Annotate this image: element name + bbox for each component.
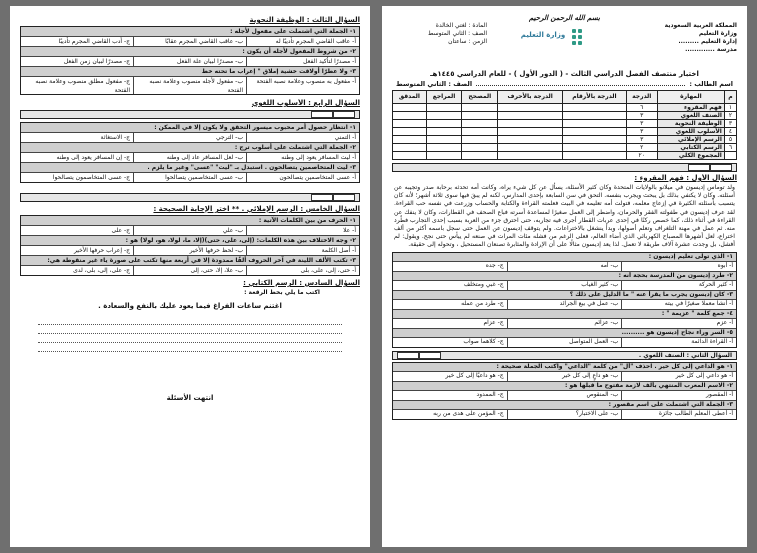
skill-name: الأسلوب اللغوي [657,128,724,136]
score-digits[interactable] [563,120,627,128]
score-words[interactable] [498,144,563,152]
option-b: ب- كثير الغياب [507,281,622,290]
third-question-box [20,26,360,95]
student-name-row [392,80,737,88]
score-words[interactable] [498,112,563,120]
score-strip [20,110,360,119]
grader[interactable] [462,136,498,144]
option-b: ب- المنقوص [507,391,622,400]
grade-row [393,144,737,152]
col-header: الدرجة بالأرقام [563,91,627,104]
option-a: أ- أنشأ معملًا صغيرًا في بيته [621,300,736,309]
question-stem: ١- هو الداعي إلى كل خير . احذف "أل" من كلمة "الداعي" واكتب الجملة صحيحة : [393,363,736,372]
option-c: ج- عسى المتخاصمون يتصالحوا [52,174,130,181]
option-b: ب- عاقب القاضي المجرم عقابًا [133,37,246,46]
options-row [393,409,736,419]
reviewer[interactable] [426,104,462,112]
option-c: ج- مفعول مطلق منصوب وعلامة نصبه الفتحة [35,78,130,94]
option-b: ب- لعل المسافر عاد إلى وطنه [133,153,246,162]
skill-score: ٣ [626,120,657,128]
score-digits[interactable] [563,128,627,136]
question-stem: ١- الذي تولى تعليم إديسون : [393,253,736,262]
option-a: أ- ليت المسافر يعود إلى وطنه [246,153,359,162]
reviewer[interactable] [426,120,462,128]
option-a: أ- أصل الكلمة [246,246,359,255]
option-a: أ- أعطى المعلم الطالب جائزة [621,410,736,419]
skill-name: الصنف اللغوي [657,112,724,120]
option-c: ج- كلاهما صواب [463,338,504,346]
option-a: أ- القراءة الدائمة [621,338,736,347]
country-label: المملكة العربية السعودية [664,22,737,29]
question-stem: ٣- ولا عطرًا أولاقت خشية إملاق " إعراب ما تحته خط [21,66,359,76]
basmala: بسم الله الرحمن الرحيم [529,14,600,22]
skill-name: الرسم الكتابي [657,144,724,152]
grade-row [393,128,737,136]
col-header: المدقق [393,91,427,104]
score-digits[interactable] [563,144,627,152]
question-stem: ١- انتظار حصول أمر محبوب ميسور التحقق ولا يكون إلا في الممكن : [21,123,359,132]
auditor[interactable] [393,128,427,136]
option-b: ب- مفعول لأجله منصوب وعلامة نصبه الفتحة [133,77,246,94]
option-b: ب- العمل المتواصل [507,338,622,347]
ministry-label: وزارة التعليم [698,30,737,37]
options-row [393,371,736,381]
score-digits[interactable] [563,112,627,120]
score-strip [392,351,737,360]
logo-wordmark: وزارة التعليم [520,31,566,39]
end-of-questions: انتهت الأسئلة [166,394,214,402]
option-c: ج- الاستغاثة [100,134,130,141]
option-b: ب- علا، إلا، حتى، إلى [133,266,246,275]
fifth-question-title: السؤال الخامس : الرسم الإملائي . ** اختر الإجابة الصحيحة : [153,205,360,213]
auditor[interactable] [393,104,427,112]
auditor[interactable] [393,120,427,128]
logo-mark-icon [567,28,583,42]
reviewer[interactable] [426,144,462,152]
option-a: أ- التمني [246,133,359,142]
writing-lines[interactable] [20,324,360,360]
grade-row [393,112,737,120]
exam-title: اختبار منتصف الفصل الدراسي الثالث - ( الدور الأول ) - للعام الدراسي ١٤٤٥هـ [430,70,699,78]
col-header: المصحح [462,91,498,104]
option-c: ج- أدب القاضي المجرم تأديبًا [58,38,130,45]
reviewer[interactable] [426,136,462,144]
col-header: م [724,91,736,104]
option-c: ج- إن المسافر يعود إلى وطنه [56,154,130,161]
question-stem: ١- الحرف من بين الكلمات الآتية : [21,216,359,225]
row-number: ٢ [724,112,736,120]
option-a: أ- كثير الحركة [621,281,736,290]
grader[interactable] [462,152,498,160]
third-question-title: السؤال الثالث : الوظيفة النحوية [249,16,360,24]
skill-score: ٦ [626,104,657,112]
option-c: ج- طرد من عمله [461,300,504,308]
first-question-box [392,252,737,348]
skill-score: ٢ [626,144,657,152]
score-words[interactable] [498,104,563,112]
row-number: ٣ [724,120,736,128]
fourth-question-box [20,122,360,183]
row-number: ٤ [724,128,736,136]
skill-name: الرسم الإملائي [657,136,724,144]
question-stem: ٢- من شروط المفعول لأجله أن يكون : [21,46,359,56]
grader[interactable] [462,144,498,152]
option-a: أ- أبوه [621,262,736,271]
skill-name: المجموع الكلي [657,152,724,160]
time-label: الزمن : ساعتان [448,38,487,45]
calligraphy-sentence: اغتنم ساعات الفراغ فيما يعود عليك بالنفع والسعادة . [98,302,282,310]
skill-name: فهم المقروء [657,104,724,112]
auditor[interactable] [393,136,427,144]
question-stem: ٥- السر وراء نجاح إديسون هو .......... [393,328,736,338]
grades-table [392,90,737,160]
option-a: أ- المقصور [621,391,736,400]
option-b: ب- مصدرًا لبيان علة الفعل [133,57,246,66]
exam-header [392,22,737,68]
score-words[interactable] [498,120,563,128]
option-a: أ- علا [246,226,359,235]
option-c: ج- عزام [483,319,504,327]
col-header: الدرجة بالأحرف [498,91,563,104]
school-label: مدرسة ............. [685,46,737,53]
option-a: أ- مفعول به منصوب وعلامة نصبه الفتحة [246,77,359,94]
options-row [393,318,736,328]
option-b: ب- عزائم [507,319,622,328]
option-a: أ- عزم [621,319,736,328]
grade-row [393,120,737,128]
col-header: المهارة [657,91,724,104]
grades-body [393,104,737,160]
question-stem: ٣- ليت المتخاصمين يتصالحون . استبدل بـ "ليت" "عسى" وغير ما يلزم . [21,162,359,172]
reading-passage [392,184,737,250]
reviewer[interactable] [426,128,462,136]
skill-score: ٣ [626,136,657,144]
passage-text: ولد توماس إديسون في ميلانو بالولايات المتحدة وكان كثير الأسئلة، يسأل عن كل شيء يراه، وكانت أمه تحدثه برحابة صدر وتجيبه عن أسئلته. وكان لا يكتفي بذلك بل يبحث ويجرب بنفسه. التحق في سن السابعة بإحدى المدارس، لكنه لم يبقَ فيها سوى ثلاثة أشهر؛ لأنه كان يتسبب بأسئلته الكثيرة في إزعاج معلمه، فتولت أمه تعليمه في البيت فعلمته القراءة والكتابة والحساب وزرعت في نفسه حب القراءة. لقد عرف إديسون في طفولته الفقر والحرمان، واضطر إلى العمل صغيرًا لمساعدة أسرته فباع الصحف في القطارات، وكان لا ينفك عن القراءة في أثناء ذلك، كما خصص ركنًا في إحدى عربات القطار أجرى فيه تجاربه، حتى احترق جزء من العربة بسبب إحدى التجارب فطُرد منه. ثم عمل في مهنة التلغراف وتعلم أصولها، وبدأ ينشغل بالاختراعات. ولم يتوقف إديسون عن العمل حتى سجل باسمه أكثر من ألف اختراع، لعل أشهرها المصباح الكهربائي الذي أضاء العالم، فعلى الرغم من فشله مئات المرات في صنعه لم ييأس حتى نجح. ويقول: لم أفشل، بل وجدت عشرة آلاف طريقة لا تعمل. لذا يعد إديسون مثالًا على أن الإرادة والمثابرة تصنعان المستحيل ، وتحوله إلى حقيقة. [394,184,735,249]
question-stem: ٢- طرد إديسون من المدرسة بحجة أنه : [393,271,736,281]
ministry-logo [512,22,592,42]
grader[interactable] [462,120,498,128]
skill-name: الوظيفة النحوية [657,120,724,128]
option-a: أ- عاقب القاضي المجرم تأديبًا له [246,37,359,46]
options-row [393,261,736,271]
student-name-label: اسم الطالب : [689,80,733,88]
score-words[interactable] [498,128,563,136]
row-number: ١ [724,104,736,112]
option-a: أ- مصدرًا لتأكيد الفعل [246,57,359,66]
options-row [393,280,736,290]
grade-row [393,104,737,112]
second-question-box [392,362,737,420]
reviewer[interactable] [426,112,462,120]
score-words[interactable] [498,136,563,144]
admin-label: إدارة التعليم ......... [678,38,737,45]
exam-page-two [10,6,370,547]
student-name-field[interactable] [476,80,685,86]
option-b: ب- أمه [507,262,622,271]
option-b: ب- لحظ حرفها الأخير [133,246,246,255]
option-a: أ- عسى المتخاصمين يتصالحون [246,173,359,182]
skill-score: ٢٠ [626,152,657,160]
question-stem: ٢- وجه الاختلاف بين هذه الكلمات: (إلى، على، حتى)(إلا، ما، لولا، هو، لولا) هو : [21,235,359,245]
grade-label: الصف : الثاني المتوسط [427,30,487,37]
score-digits[interactable] [563,152,627,160]
option-b: ب- علي [133,226,246,235]
option-c: ج- الممدود [476,391,504,399]
option-c: ج- مصدرًا لبيان زمن الفعل [63,58,130,65]
question-stem: ٣- الجملة التي اشتملت على اسم مقصور : [393,400,736,410]
grade-row [393,136,737,144]
score-digits[interactable] [563,104,627,112]
sixth-question-title: السؤال السادس : الرسم الكتابي : [243,279,360,287]
row-number [724,152,736,160]
col-header: الدرجة [626,91,657,104]
question-stem: ٢- الاسم المعرب المنتهي بألف لازمة مفتوح ما قبلها هو : [393,381,736,391]
col-header: المراجع [426,91,462,104]
option-a: أ- حتى، إلى، على، بلى [246,266,359,275]
option-c: ج- المؤمن على هدى من ربه [433,410,504,418]
row-number: ٦ [724,144,736,152]
fourth-question-title: السؤال الرابع : الأسلوب اللغوي [251,99,360,107]
skill-score: ٣ [626,128,657,136]
option-b: ب- الترجي [133,133,246,142]
option-c: ج- هو داعيًا إلى كل خير [445,372,504,380]
options-row [393,390,736,400]
question-stem: ٣- كان إديسون يجرب ما يقرأ عنه " ما الدليل على ذلك ؟ [393,290,736,300]
option-b: ب- عمل في بيع الجرائد [507,300,622,309]
option-c: ج- جده [485,262,504,270]
score-words[interactable] [498,152,563,160]
option-c: ج- على، إلى، بلى، لدى [73,267,130,274]
option-b: ب- عسى المتخاصمين يتصالحوا [133,173,246,182]
header-left [392,22,487,46]
option-a: أ- هو داعي إلى كل خير [621,372,736,381]
question-stem: ١- الجملة التي اشتملت على مفعول لأجله : [21,27,359,36]
fifth-question-box [20,215,360,276]
question-stem: ٣- تكتب الألف اللينة في آخر الحروف ألفًا ممدودة إلا في أربعة منها تكتب على صورة ياء غير منقوطة هي: [21,255,359,265]
options-row [393,337,736,347]
options-row [393,299,736,309]
class-label: الصف : الثاني المتوسط [396,80,473,88]
exam-page-one [382,6,747,547]
subject-label: المادة : لغتي الخالدة [435,22,487,29]
option-c: ج- إعراب حرفها الأخير [73,247,130,254]
option-c: ج- على [111,227,130,234]
auditor[interactable] [393,152,427,160]
option-b: ب- هو داعٍ إلى كل خير [507,372,622,381]
score-strip [392,163,737,172]
skill-score: ٣ [626,112,657,120]
header-right [617,22,737,54]
reviewer[interactable] [426,152,462,160]
grade-row [393,152,737,160]
question-stem: ٢- الجملة التي اشتملت على أسلوب ترج : [21,142,359,152]
auditor[interactable] [393,144,427,152]
question-stem: ٤- جمع كلمة " عزيمة " : [393,309,736,319]
grader[interactable] [462,112,498,120]
row-number: ٥ [724,136,736,144]
sixth-instruction: اكتب ما يلي بخط الرقعة : [244,289,320,296]
second-question-title: السؤال الثاني : الصنف اللغوي . [638,351,732,359]
score-strip [20,193,360,202]
option-c: ج- غبي ومتخلف [463,281,504,289]
first-question-title: السؤال الأول : فهم المقروء : [634,174,737,182]
auditor[interactable] [393,112,427,120]
grader[interactable] [462,104,498,112]
score-digits[interactable] [563,136,627,144]
grader[interactable] [462,128,498,136]
option-b: ب- على الاختبار؟ [507,410,622,419]
